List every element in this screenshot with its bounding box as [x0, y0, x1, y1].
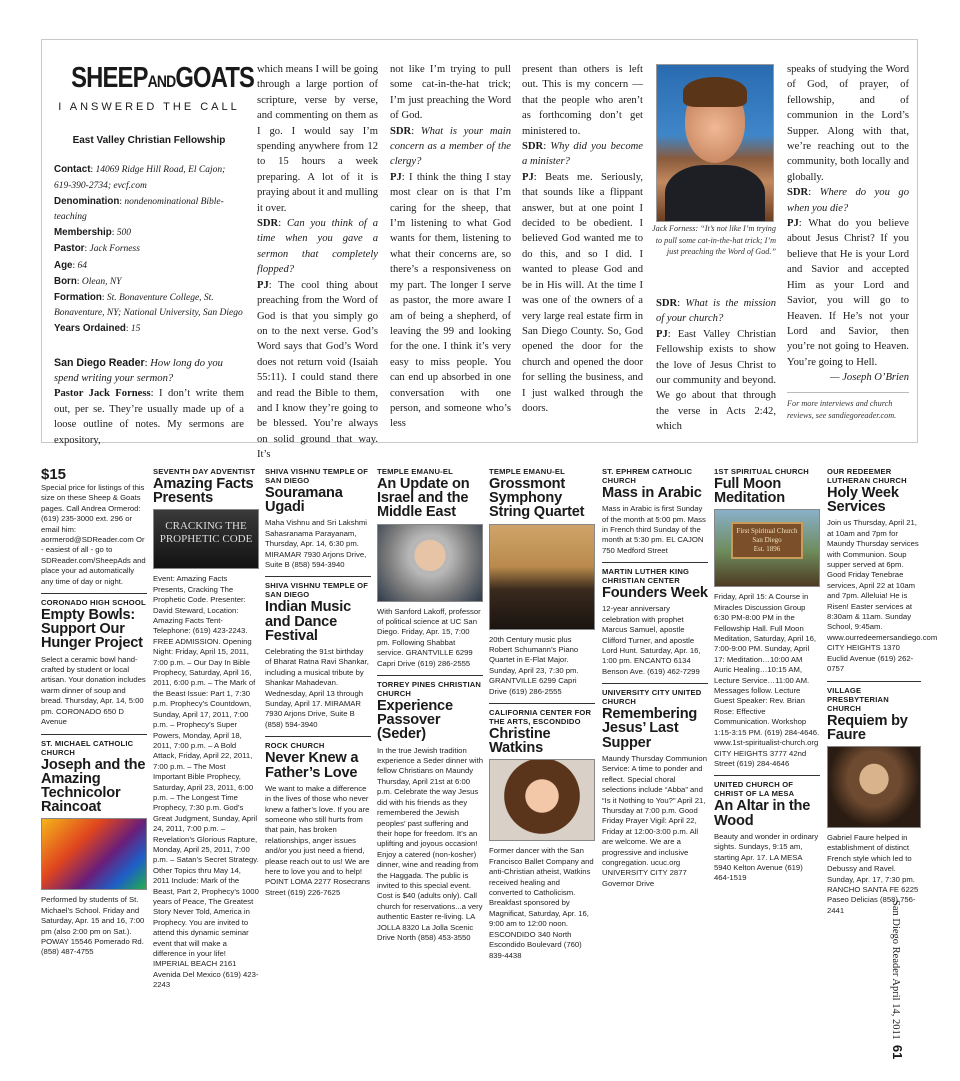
listings-column-7 — [714, 467, 820, 884]
listing-heading: Mass in Arabic — [602, 485, 702, 501]
listing-category: SEVENTH DAY ADVENTIST — [153, 467, 256, 476]
listing-body: In the true Jewish tradition experience a Seder dinner with fellow Christians on Maundy Thursday, April 21st at 6:00 p.m. Celebrate the way Jesus did with his friends as they remembered the Jewish peoples’ past suffering and their hope for freedom. It’s an uplifting and joyous occasion! Enjoy a catered (non-kosher) dinner, wine and reading from the Haggada. The public is invited to this special event. Cost is $40 (adults only). Call church for reservations...a very authentic Easter re-living. LA JOLLA 8320 La Jolla Scenic Drive North (858) 453-3550 — [377, 745, 483, 942]
answer-1: Pastor Jack Forness: I don’t write them out, per se. They’re usually made up of a loose outline of notes. My sermons are expository, — [54, 388, 244, 446]
feature-column-5: SDR: What is the mission of your church? PJ: East Valley Christian Fellowship exists to show the love of Jesus Christ to our community and beyond. We go about that through the verse in Acts 2:42, which — [656, 298, 777, 433]
listing-category: OUR REDEEMER LUTHERAN CHURCH — [827, 467, 907, 485]
listing-heading: Indian Music and Dance Festival — [265, 599, 351, 644]
listing-category: VILLAGE PRESBYTERIAN CHURCH — [827, 685, 889, 713]
tagline: I ANSWERED THE CALL — [58, 101, 240, 113]
listing-body: Friday, April 15: A Course in Miracles Discussion Group 6:30 PM-8:00 PM in the Fellowship Hall. Full Moon Meditation, Saturday, April 16, 7:00-9:00 PM. Sunday, April 17: Meditation…10:00 AM Auric Healing…10:15 AM, Lecture Service…11:00 AM. Messages follow. Lecture Guest Speaker: Rev. Brian Rose: Effective Communication. Workshop 1:15-3:15 PM. (619) 284-4646. www.1st-spiritualist-church.org CITY HEIGHTS 3777 42nd Street (619) 284-4646 — [714, 592, 820, 768]
listing-heading: Remembering Jesus’ Last Supper — [602, 706, 698, 751]
listing-category: SHIVA VISHNU TEMPLE OF SAN DIEGO — [265, 581, 369, 600]
listing-body: Former dancer with the San Francisco Ballet Company and anti-Christian atheist, Watkins received healing and converted to Catholicism. Breakfast sponsored by Magnificat, Saturday, Apr. 16, 9:00 am to 12:00 noon. ESCONDIDO 340 North Escondido Boulevard (760) 839-4438 — [489, 846, 594, 960]
listing-heading: Founders Week — [602, 585, 708, 602]
listing-category: 1ST SPIRITUAL CHURCH — [714, 467, 809, 476]
fact-born: Born: Olean, NY — [54, 275, 122, 287]
listing-body: Select a ceramic bowl hand-crafted by student or local artisan. Your donation includes warm dinner of soup and bread. Thursday, Apr. 14, 5:00 pm. CORONADO 650 D Avenue — [41, 654, 146, 727]
pastor-photo — [656, 64, 774, 222]
faure-portrait — [827, 746, 921, 828]
listing-body: Maha Vishnu and Sri Lakshmi Sahasranama Parayanam, Thursday, Apr. 14, 6:30 pm. MIRAMAR 7930 Arjons Drive, Suite B (858) 594-3940 — [265, 518, 367, 570]
church-sign: First Spiritual Church San Diego Est. 1896 — [731, 522, 803, 559]
listing-category: CALIFORNIA CENTER FOR THE ARTS, ESCONDIDO — [489, 708, 592, 727]
feature-box — [41, 39, 918, 461]
listing-heading: Experience Passover (Seder) — [377, 698, 453, 743]
listing-category: TEMPLE EMANU-EL — [377, 467, 453, 476]
fact-membership: Membership: 500 — [54, 227, 131, 239]
listing-body: Join us Thursday, April 21, at 10am and 7pm for Maundy Thursday services with Communion. Soup supper served at 6pm. Good Friday Tenebrae services, April 22 at 10am and 7pm. Alleluia! He is Risen! Easter services at 8:30am & 11am. Sunday School, 9:45am. www.ourredeemersandiego.com CITY HEIGHTS 1370 Euclid Avenue (619) 262-0757 — [827, 518, 938, 674]
listing-heading: Christine Watkins — [489, 726, 551, 757]
fact-formation: Formation: St. Bonaventure College, St. Bonaventure, NY; National University, San Diego — [54, 292, 243, 319]
fact-years-ordained: Years Ordained: 15 — [54, 323, 141, 335]
feature-lead-column — [54, 62, 255, 448]
listing-category: SHIVA VISHNU TEMPLE OF SAN DIEGO — [265, 467, 369, 485]
photo-caption: Jack Forness: “It’s not like I’m trying to pull some cat-in-the-hat trick; I’m just preaching the Word of God.” — [652, 224, 776, 257]
fact-contact: Contact: 14069 Ridge Hill Road, El Cajon; 619-390-2734; evcf.com — [54, 164, 226, 191]
listing-body: We want to make a difference in the lives of those who never knew a father’s love. If you are someone who still hurts from that pain, has broken relationships, anger issues and/or you just need a friend, please reach out to us! We are here to love you and to help! POINT LOMA 2277 Rosecrans Street (619) 226-7625 — [265, 783, 370, 897]
listing-heading: Empty Bowls: Support Our Hunger Project — [41, 607, 143, 652]
page-number: 61 — [890, 1044, 905, 1060]
listing-body: 20th Century music plus Robert Schumann’s Piano Quartet in E-Flat Major. Sunday, April 23, 7:30 pm. GRANTVILLE 6299 Capri Drive (619) 286-2555 — [489, 634, 579, 696]
author-signature: — Joseph O’Brien — [830, 372, 909, 384]
listing-body: Gabriel Faure helped in establishment of distinct French style which led to Debussy and Ravel. Sunday, Apr. 17, 7:30 pm. RANCHO SANTA FE 6225 Paseo Delicias (858) 756-2441 — [827, 832, 919, 915]
prophetic-code-image: CRACKING THE PROPHETIC CODE — [153, 509, 259, 569]
listing-heading: Holy Week Services — [827, 485, 899, 516]
listing-category: ST. MICHAEL CATHOLIC CHURCH — [41, 738, 134, 757]
price-heading: $15 — [41, 466, 67, 483]
listing-heading: Grossmont Symphony String Quartet — [489, 476, 585, 521]
listing-body: 12-year anniversary celebration with prophet Marcus Samuel, apostle Clifford Turner, and apostle Lord Hunt. Saturday, Apr. 16, 1:00 pm. ENCANTO 6134 Benson Ave. (619) 462-7299 — [602, 604, 701, 676]
listing-heading: Amazing Facts Presents — [153, 476, 254, 507]
listings-column-2 — [153, 467, 259, 991]
listing-body: Performed by students of St. Michael’s School. Friday and Saturday, Apr. 15 and 16, 7:00 pm (also 2:00 pm on Sat.). POWAY 15546 Pomerado Rd. (858) 487-4755 — [41, 895, 145, 957]
listing-heading: Never Knew a Father’s Love — [265, 750, 359, 781]
more-interviews-note: For more interviews and church reviews, see sandiegoreader.com. — [787, 392, 909, 422]
listing-category: UNITED CHURCH OF CHRIST OF LA MESA — [714, 780, 795, 799]
listing-body: With Sanford Lakoff, professor of political science at UC San Diego. Friday, Apr. 15, 7:00 pm. Following Shabbat service. GRANTVILLE 6299 Capri Drive (619) 286-2555 — [377, 606, 481, 668]
price-body: Special price for listings of this size on these Sheep & Goats pages. Call Andrea Ormerod: (619) 235-3000 ext. 296 or email him: aormerod@SDReader.com Or - easiest of all - go to SDReader.com/SheepAds and place your ad automatically any time of day or night. — [41, 483, 146, 586]
feature-column-4: present than others is left out. This is my concern — that the people who aren’t as forthcoming don’t get ministered to. SDR: Why did you become a minister? PJ: Beats me. Seriously, that sounds like a flippant answer, but at one point I decided to be obedient. I believed God wanted me to do this, and so I did. I wanted to please God and be in His will. At the time I was one of the owners of a very large real estate firm in San Diego County. So, God opened the door for the church and opened the door for selling the business, and I just walked through the doors. — [522, 64, 644, 414]
listing-heading: Requiem by Faure — [827, 712, 908, 743]
fact-denomination: Denomination: nondenominational Bible-teaching — [54, 195, 224, 223]
listings-column-5 — [489, 467, 595, 961]
listing-heading: Joseph and the Amazing Technicolor Raincoat — [41, 756, 146, 816]
church-sign-photo — [714, 509, 820, 587]
feature-column-3: not like I’m trying to pull some cat-in-the-hat trick; I’m just preaching the Word of God. SDR: What is your main concern as a member of the clergy? PJ: I think the thing I stay most clear on is that I’m caring for the sheep, that I’m listening to what God wants for them, listening to what their concerns are, so there’s a responsiveness on my part. The longer I serve as pastor, the more aware I am of being a shepherd, of leaving the 99 and looking for the one. I think it’s very easy to miss people. You can end up absorbed in one conversation with one person, and someone who’s less — [390, 64, 512, 430]
listing-heading: Souramana Ugadi — [265, 485, 343, 516]
listings-column-6 — [602, 467, 708, 889]
listing-category: ST. EPHREM CATHOLIC CHURCH — [602, 467, 693, 485]
feature-column-6: speaks of studying the Word of God, of prayer, of fellowship, and of communion in the Lord’s Supper. Along with that, we’re reaching out to the community, both locally and globally. SDR: Where do you go when you die? PJ: What do you believe about Jesus Christ? If you believe that He is your Lord and Savior and accepted Him as your Lord and Savior, you will go to Heaven. If He’s not your Lord and Savior, then you’re not going to Heaven. You’re going to Hell. — Joseph O’Brien — [787, 62, 909, 386]
listing-category: TORREY PINES CHRISTIAN CHURCH — [377, 680, 482, 699]
listing-body: Mass in Arabic is first Sunday of the month at 5:00 pm. Mass in French third Sunday of the month at 5:30 pm. EL CAJON 750 Medford Street — [602, 504, 706, 555]
raincoat-photo — [41, 818, 147, 890]
church-name: East Valley Christian Fellowship — [72, 135, 226, 147]
listing-body: Event: Amazing Facts Presents, Cracking The Prophetic Code. Presenter: David Steward, Location: Amazing Facts Tent-Telephone: (619) 423-2243. FREE ADMISSION. Opening Night: Friday, April 15, 2011, 7:00 p.m. – Our Day In Bible Prophecy, Saturday, April 16, 2011, 6:00 p.m. – The Mark of the Beast Issue: Part 1, 7:30 p.m. Prophecy’s Countdown, Sunday, April 17, 2011, 7:00 p.m. – Prophecy’s Super Powers, Monday, April 18, 2011, 7:00 p.m. – A Bold Attack, Friday, April 22, 2011, 7:00 p.m. – The Most Important Bible Prophecy, Saturday, April 23, 2011, 6:00 p.m. – The Longest Time Prophecy, 7:30 p.m. God’s Great Judgment, Sunday, April 24, 2011, 7:00 p.m. – Revelation’s Glorious Rapture, Monday, April 25, 2011, 7:00 p.m. – Satan’s Secret Strategy. Other Topics thru May 14, 2011 Include: Mark of the Beast, Part 2, Prophecy’s 1000 years of Peace, The Greatest Story Never Told, America in Prophecy. You are invited to attend this dynamic seminar event that will make a difference in your life! IMPERIAL BEACH 2161 Avenida Del Mexico (619) 423-2243 — [153, 574, 259, 990]
listing-heading: An Altar in the Wood — [714, 798, 811, 829]
fact-age: Age: 64 — [54, 259, 88, 271]
page-credit: San Diego Reader April 14, 2011 61 — [890, 900, 905, 1060]
listing-category: MARTIN LUTHER KING CHRISTIAN CENTER — [602, 567, 690, 586]
sheep-and-goats-logo: SHEEPANDGOATS — [71, 62, 255, 94]
listings-column-1 — [41, 467, 147, 958]
listing-body: Maundy Thursday Communion Service: A time to ponder and reflect. Special choral selections include “Abba” and “Is it Nothing to You?” April 21, Thursday at 7:00 p.m. Good Friday Prayer Vigil: April 22, Friday at 12:00-3:00 p.m. All are welcome. We are a progressive and inclusive congregation. ucuc.org UNIVERSITY CITY 2877 Governor Drive — [602, 753, 707, 888]
lakoff-photo — [377, 524, 483, 602]
listing-category: CORONADO HIGH SCHOOL — [41, 598, 146, 608]
listing-body: Celebrating the 91st birthday of Bharat Ratna Ravi Shankar, including a musical tribute by Shankar Mahadevan. Wednesday, April 13 through Sunday, April 17. MIRAMAR 7930 Arjons Drive, Suite B (858) 594-3940 — [265, 647, 369, 729]
listing-heading: Full Moon Meditation — [714, 476, 785, 507]
feature-column-2: which means I will be going through a large portion of scripture, verse by verse, and commenting on them as I go. I would say I’m spending anywhere from 12 to 15 hours a week preparing. A lot of it is praying about it and mulling it over. SDR: Can you think of a time when you gave a sermon that completely flopped? PJ: The cool thing about preaching from the Word of God is that you simply go on to the next verse. God’s Word says that God’s Word does not return void (Isaiah 55:11). I could stand there and read the Bible to them, and I know they’re going to be blessed. You’re always on solid ground that way. It’s — [257, 64, 379, 461]
watkins-photo — [489, 759, 595, 841]
listing-category: UNIVERSITY CITY UNITED CHURCH — [602, 688, 702, 707]
listing-category: TEMPLE EMANU-EL — [489, 467, 565, 476]
string-quartet-photo — [489, 524, 595, 630]
listings-column-3 — [265, 467, 371, 898]
listing-body: Beauty and wonder in ordinary sights. Sundays, 9:15 am, starting Apr. 17. LA MESA 5940 Kelton Avenue (619) 464-1519 — [714, 831, 819, 883]
listing-heading: An Update on Israel and the Middle East — [377, 476, 470, 521]
listing-category: ROCK CHURCH — [265, 741, 325, 751]
listings-column-4 — [377, 467, 483, 943]
fact-pastor: Pastor: Jack Forness — [54, 243, 140, 255]
question-1: San Diego Reader: How long do you spend writing your sermon? — [54, 356, 223, 385]
listings-column-8 — [827, 467, 938, 916]
